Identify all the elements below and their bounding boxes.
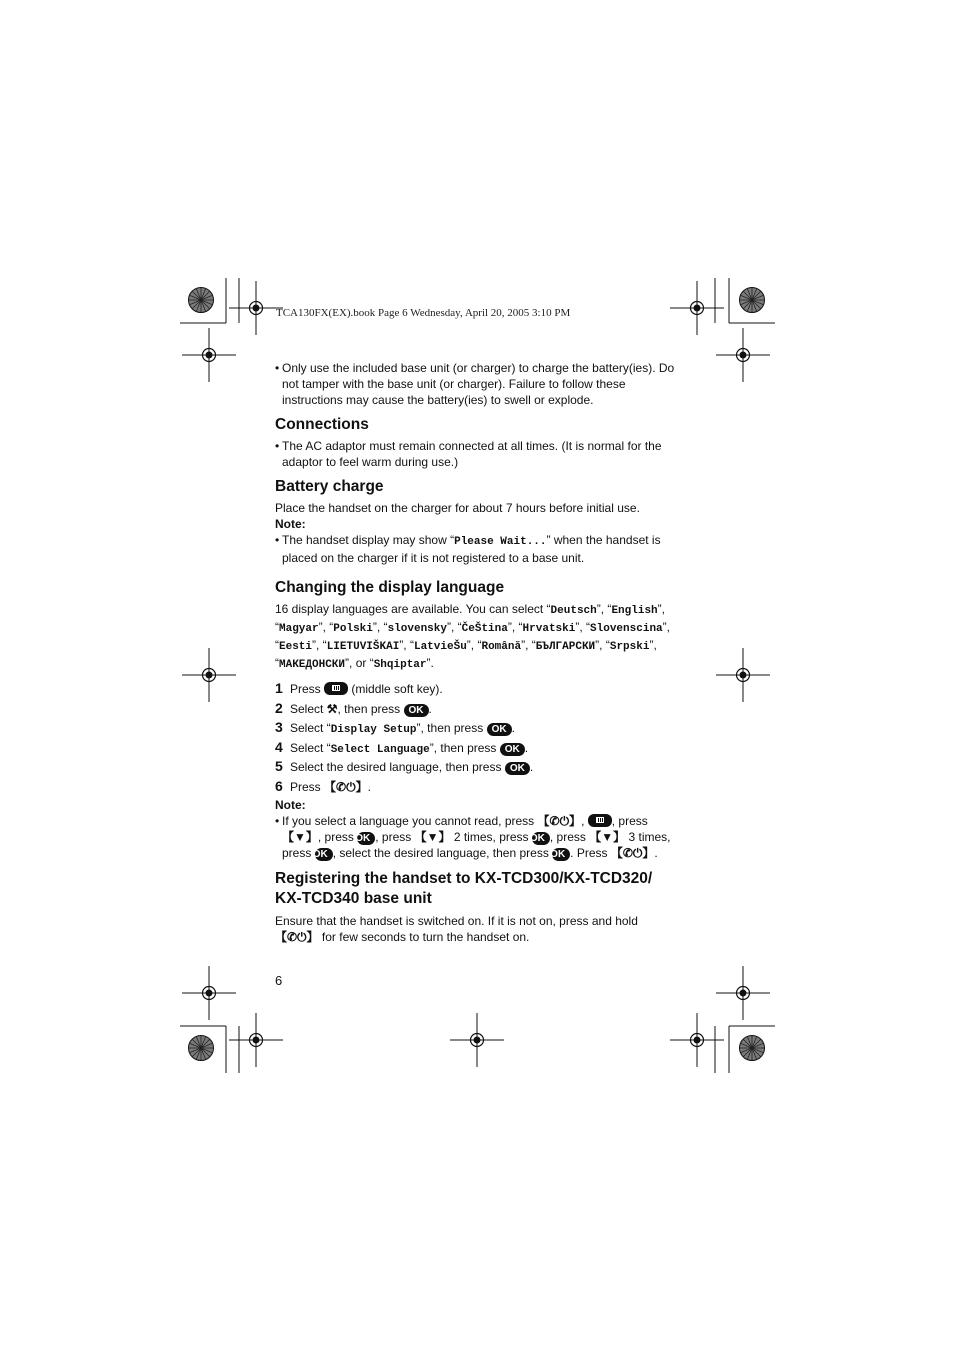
ok-key-icon: OK (505, 762, 530, 775)
wrench-settings-icon: ⚒ (326, 701, 338, 716)
step-4: 4 Select “Select Language”, then press OK . (275, 738, 529, 756)
language-note-label: Note: (275, 798, 306, 812)
step-1: 1 Press (middle soft key). (275, 680, 443, 696)
down-key-icon: 【▼】 (414, 830, 451, 844)
language-note: • If you select a language you cannot read, press 【✆⏻】, , press 【▼】, press OK , press 【▼】 2 times, press OK , press 【▼】 3 times, press OK , select the desired language, then press OK . Press 【✆⏻】. (275, 813, 681, 861)
ok-key-icon: OK (404, 704, 429, 717)
connections-heading: Connections (275, 416, 369, 433)
page-number: 6 (275, 973, 283, 988)
ok-key-icon: OK (500, 743, 525, 756)
step-2: 2 Select ⚒, then press OK . (275, 699, 432, 716)
language-options: 16 display languages are available. You can select “Deutsch”, “English”, “Magyar”, “Polski”, “slovensky”, “ČeŠtina”, “Hrvatski”, “Slovenscina”, “Eesti”, “LIETUVIŠKAI”, “LatvieŠu”, “Română”, “БЪЛГАРСКИ”, “Srpski”, “МАКЕДОНСКИ”, or “Shqiptar”. (275, 602, 670, 671)
ok-key-icon: OK (487, 723, 512, 736)
off-key-icon: 【✆⏻】 (610, 846, 655, 860)
language-heading: Changing the display language (275, 579, 505, 596)
ok-key-icon: OK (532, 832, 550, 845)
register-text: Ensure that the handset is switched on. If it is not on, press and hold 【✆⏻】 for few seconds to turn the handset on. (275, 914, 638, 944)
off-key-icon: 【✆⏻】 (537, 814, 582, 828)
ok-key-icon: OK (357, 832, 375, 845)
ok-key-icon: OK (552, 848, 570, 861)
print-header: TCA130FX(EX).book Page 6 Wednesday, April 20, 2005 3:10 PM (276, 307, 571, 319)
off-key-icon: 【✆⏻】 (324, 779, 368, 794)
step-5: 5 Select the desired language, then press OK . (275, 758, 534, 774)
steps-list (275, 680, 681, 797)
menu-soft-key-icon (324, 682, 348, 695)
down-key-icon: 【▼】 (589, 830, 626, 844)
intro-bullet: • Only use the included base unit (or charger) to charge the battery(ies). Do not tamper with the base unit (or charger). Failure to follow these instructions may cause the battery(ies) to swell or explode. (275, 360, 681, 408)
off-key-icon: 【✆⏻】 (275, 930, 319, 944)
battery-note-label: Note: (275, 517, 306, 531)
connections-bullet: • The AC adaptor must remain connected at all times. (It is normal for the adaptor to feel warm during use.) (275, 438, 681, 470)
step-6: 6 Press 【✆⏻】. (275, 777, 371, 794)
page-content (275, 360, 681, 945)
down-key-icon: 【▼】 (282, 830, 318, 844)
battery-note: • The handset display may show “Please Wait...” when the handset is placed on the charger if it is not registered to a base unit. (275, 532, 681, 566)
ok-key-icon: OK (315, 848, 333, 861)
battery-text: Place the handset on the charger for about 7 hours before initial use. (275, 501, 640, 515)
menu-soft-key-icon (588, 814, 612, 827)
step-3: 3 Select “Display Setup”, then press OK . (275, 719, 515, 736)
register-heading: Registering the handset to KX-TCD300/KX-TCD320/ KX-TCD340 base unit (275, 870, 653, 907)
battery-heading: Battery charge (275, 478, 384, 495)
